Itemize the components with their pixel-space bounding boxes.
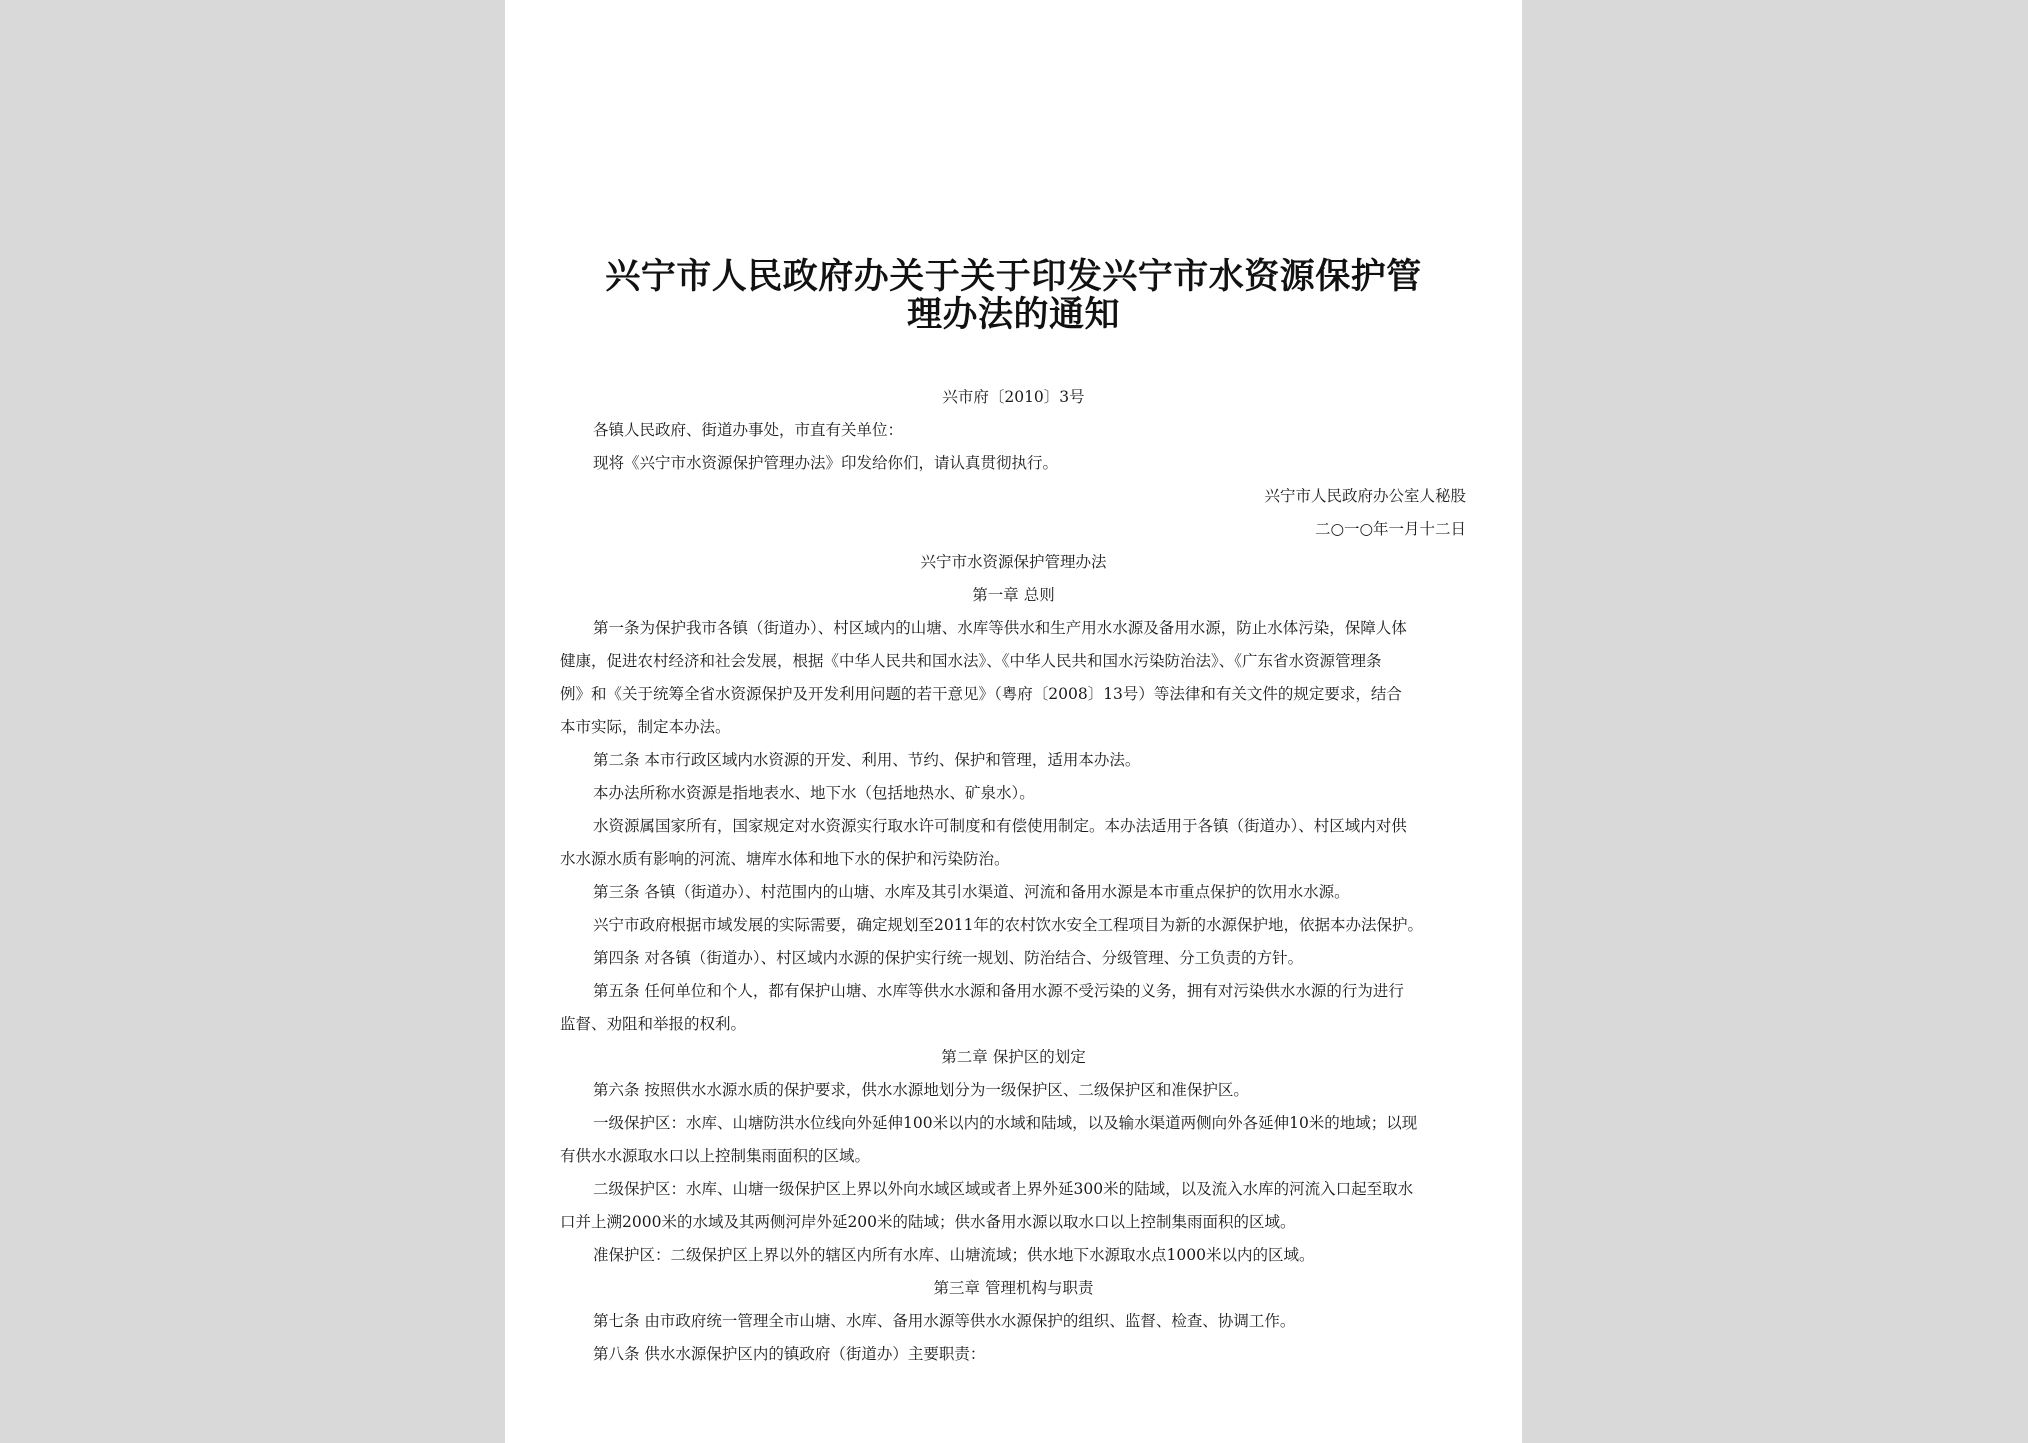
document-title: [555, 258, 1472, 334]
issuer: 兴宁市人民政府办公室人秘股: [1264, 487, 1466, 505]
body-line: 一级保护区：水库、山塘防洪水位线向外延伸100米以内的水域和陆域，以及输水渠道两侧向外各延伸10米的地域；以现: [593, 1114, 1418, 1132]
chapter-heading-3: 第三章 管理机构与职责: [933, 1279, 1094, 1297]
document-number: 兴市府〔2010〕3号: [942, 388, 1085, 406]
measures-title: 兴宁市水资源保护管理办法: [920, 553, 1107, 571]
body-line: 准保护区：二级保护区上界以外的辖区内所有水库、山塘流域；供水地下水源取水点1000米以内的区域。: [593, 1246, 1315, 1264]
title-line-1: 兴宁市人民政府办关于关于印发兴宁市水资源保护管: [605, 256, 1422, 297]
body-line: 兴宁市政府根据市域发展的实际需要，确定规划至2011年的农村饮水安全工程项目为新的水源保护地，依据本办法保护。: [593, 916, 1423, 934]
chapter-heading-2: 第二章 保护区的划定: [941, 1048, 1086, 1066]
issue-date: 二○一○年一月十二日: [1314, 520, 1466, 538]
body-line: 健康，促进农村经济和社会发展，根据《中华人民共和国水法》、《中华人民共和国水污染防治法》、《广东省水资源管理条: [560, 652, 1382, 670]
body-line: 本办法所称水资源是指地表水、地下水（包括地热水、矿泉水）。: [593, 784, 1035, 802]
body-line: 口并上溯2000米的水域及其两侧河岸外延200米的陆域；供水备用水源以取水口以上控制集雨面积的区域。: [560, 1213, 1296, 1231]
title-line-2: 理办法的通知: [906, 294, 1120, 335]
body-line: 第二条 本市行政区域内水资源的开发、利用、节约、保护和管理，适用本办法。: [593, 751, 1141, 769]
body-line: 第七条 由市政府统一管理全市山塘、水库、备用水源等供水水源保护的组织、监督、检查、协调工作。: [593, 1312, 1296, 1330]
body-line: 例》和《关于统筹全省水资源保护及开发利用问题的若干意见》（粤府〔2008〕13号）等法律和有关文件的规定要求，结合: [560, 685, 1402, 703]
intro-paragraph: 现将《兴宁市水资源保护管理办法》印发给你们，请认真贯彻执行。: [593, 454, 1059, 472]
body-line: 水资源属国家所有，国家规定对水资源实行取水许可制度和有偿使用制定。本办法适用于各镇（街道办）、村区域内对供: [593, 817, 1407, 835]
body-line: 第八条 供水水源保护区内的镇政府（街道办）主要职责：: [593, 1345, 986, 1363]
body-line: 二级保护区：水库、山塘一级保护区上界以外向水域区域或者上界外延300米的陆域，以及流入水库的河流入口起至取水: [593, 1180, 1414, 1198]
body-line: 监督、劝阻和举报的权利。: [560, 1015, 747, 1033]
body-line: 本市实际，制定本办法。: [560, 718, 731, 736]
body-line: 第三条 各镇（街道办）、村范围内的山塘、水库及其引水渠道、河流和备用水源是本市重点保护的饮用水水源。: [593, 883, 1350, 901]
body-line: 第一条为保护我市各镇（街道办）、村区域内的山塘、水库等供水和生产用水水源及备用水源，防止水体污染，保障人体: [593, 619, 1407, 637]
body-line: 水水源水质有影响的河流、塘库水体和地下水的保护和污染防治。: [560, 850, 1010, 868]
body-line: 有供水水源取水口以上控制集雨面积的区域。: [560, 1147, 871, 1165]
addressee: 各镇人民政府、街道办事处，市直有关单位：: [593, 421, 904, 439]
body-line: 第五条 任何单位和个人，都有保护山塘、水库等供水水源和备用水源不受污染的义务，拥有对污染供水水源的行为进行: [593, 982, 1404, 1000]
body-line: 第六条 按照供水水源水质的保护要求，供水水源地划分为一级保护区、二级保护区和准保护区。: [593, 1081, 1249, 1099]
document-page: [505, 0, 1522, 1443]
body-line: 第四条 对各镇（街道办）、村区域内水源的保护实行统一规划、防治结合、分级管理、分工负责的方针。: [593, 949, 1304, 967]
chapter-heading-1: 第一章 总则: [972, 586, 1055, 604]
